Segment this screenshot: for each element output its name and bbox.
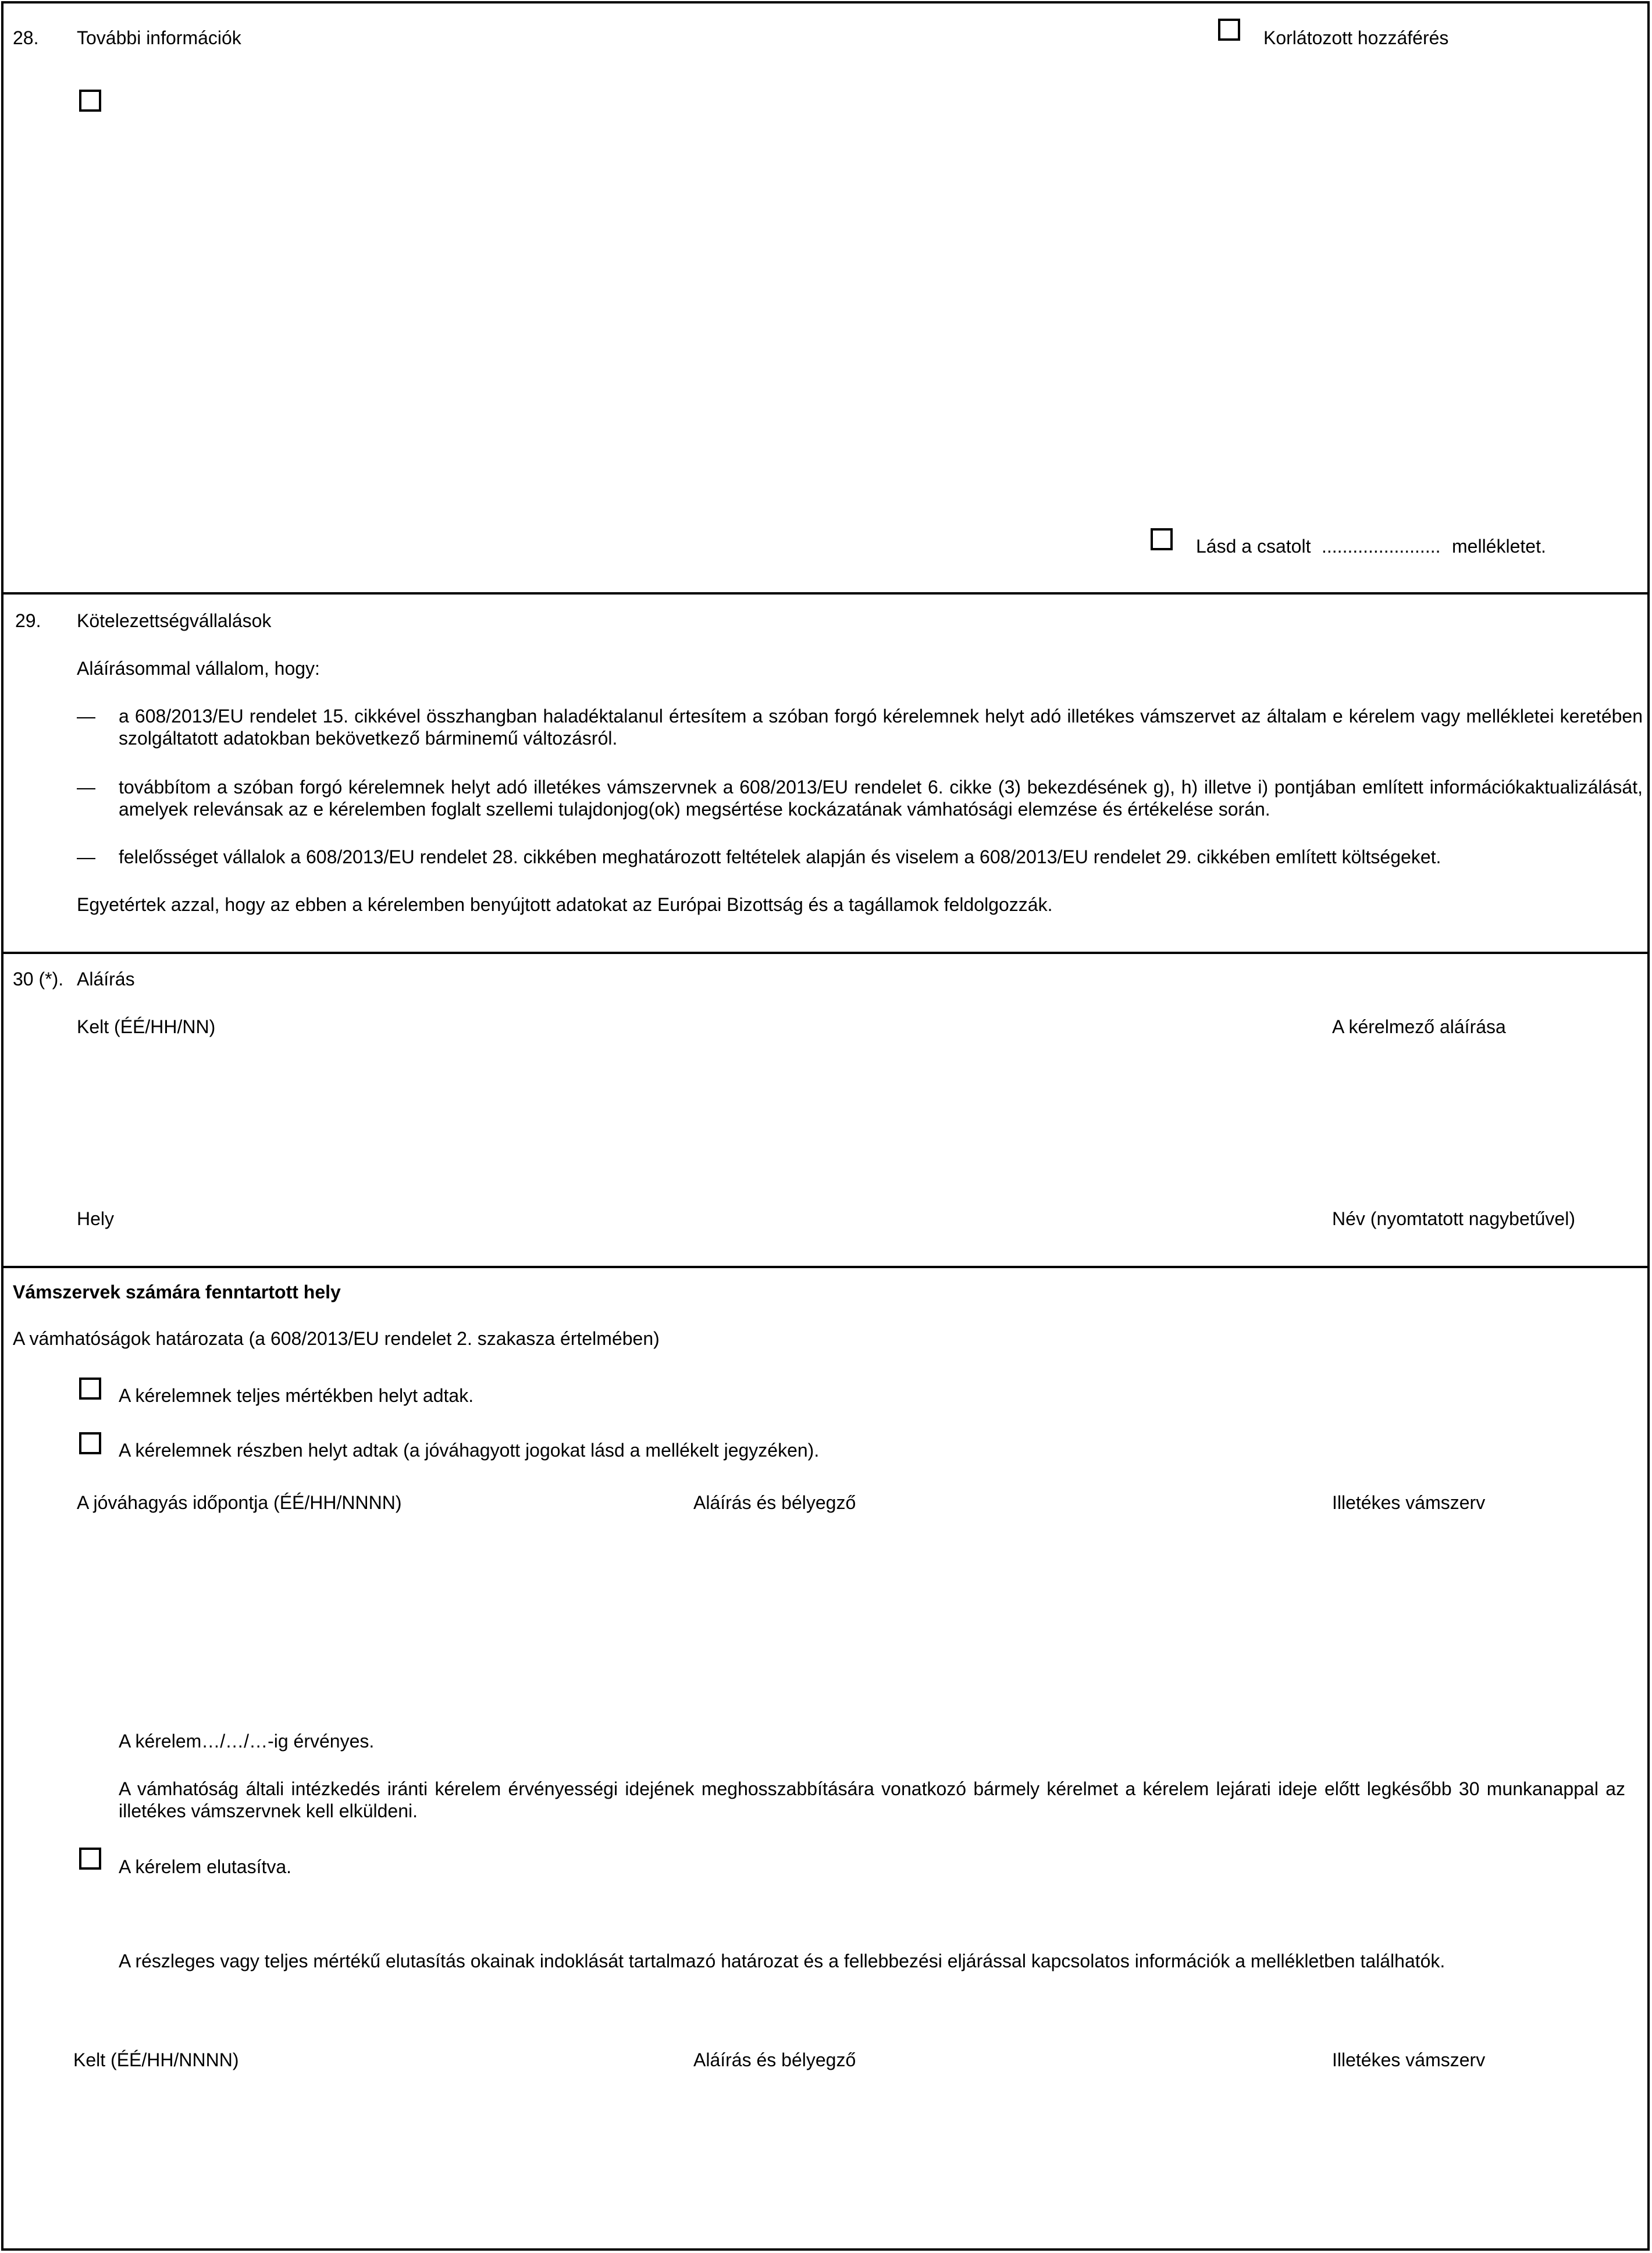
- further-info-checkbox[interactable]: [79, 90, 101, 112]
- section-30-number: 30 (*).: [13, 969, 64, 990]
- rejection-reasons-note: A részleges vagy teljes mértékű elutasítás okainak indoklását tartalmazó határozat és a fellebbezési eljárással kapcsolatos információk a mellékletben találhatók.: [119, 1951, 1446, 1971]
- customs-section-title: Vámszervek számára fenntartott hely: [13, 1282, 341, 1302]
- form-page: [1, 1, 1650, 2251]
- undertaking-item: a 608/2013/EU rendelet 15. cikkével összhangban haladéktalanul értesítem a szóban forgó kérelemnek helyt adó illetékes vámszervet az általam e kérelem vagy mellékletei keretében szolgáltatott adatokban bekövetkező bárminemű változásról.: [119, 706, 1643, 749]
- see-attached-label: Lásd a csatolt: [1196, 536, 1311, 557]
- date-label: Kelt (ÉÉ/HH/NN): [77, 1016, 216, 1037]
- rejected-label: A kérelem elutasítva.: [119, 1856, 292, 1877]
- section-30-title: Aláírás: [77, 969, 135, 990]
- granted-full-checkbox[interactable]: [79, 1378, 101, 1400]
- section-28-title: További információk: [77, 27, 241, 48]
- undertaking-item: továbbítom a szóban forgó kérelemnek helyt adó illetékes vámszervnek a 608/2013/EU rendelet 6. cikke (3) bekezdésének g), h) illetve i) pontjában említett információkaktualizálását, amelyek relevánsak az e kérelemben foglalt szellemi tulajdonjog(ok) megsértése kockázatának vámhatósági elemzése és értékelése során.: [119, 777, 1643, 820]
- signature-stamp-label-2: Aláírás és bélyegző: [693, 2049, 856, 2070]
- section-28: [3, 3, 1647, 595]
- date-label-2: Kelt (ÉÉ/HH/NNNN): [73, 2049, 239, 2070]
- bullet-dash: —: [77, 706, 95, 727]
- granted-full-label: A kérelemnek teljes mértékben helyt adtak.: [119, 1385, 474, 1406]
- restricted-access-checkbox[interactable]: [1218, 19, 1240, 41]
- printed-name-label: Név (nyomtatott nagybetűvel): [1332, 1208, 1575, 1229]
- granted-partial-checkbox[interactable]: [79, 1432, 101, 1454]
- customs-office-label: Illetékes vámszerv: [1332, 1492, 1486, 1513]
- rejected-checkbox[interactable]: [79, 1848, 101, 1870]
- bullet-dash: —: [77, 846, 95, 867]
- section-28-number: 28.: [13, 27, 39, 48]
- place-label: Hely: [77, 1208, 115, 1229]
- section-30: [3, 954, 1647, 1268]
- see-attached-checkbox[interactable]: [1151, 528, 1173, 550]
- customs-office-label-2: Illetékes vámszerv: [1332, 2049, 1486, 2070]
- annex-label: mellékletet.: [1452, 536, 1546, 557]
- restricted-access-label: Korlátozott hozzáférés: [1263, 27, 1449, 48]
- extension-note: A vámhatóság általi intézkedés iránti kérelem érvényességi idejének meghosszabbítására vonatkozó bármely kérelmet a kérelem lejárati ideje előtt legkésőbb 30 munkanappal az illetékes vámszervnek kell elküldeni.: [119, 1778, 1625, 1821]
- customs-reserved-section: [3, 1268, 1647, 2251]
- annex-count-blank[interactable]: .......................: [1322, 536, 1441, 557]
- valid-until-text: A kérelem…/…/…-ig érvényes.: [119, 1731, 375, 1752]
- section-29-title: Kötelezettségvállalások: [77, 610, 272, 631]
- section-29-number: 29.: [15, 610, 41, 631]
- granted-partial-label: A kérelemnek részben helyt adtak (a jóváhagyott jogokat lásd a mellékelt jegyzéken).: [119, 1440, 820, 1461]
- approval-date-label: A jóváhagyás időpontja (ÉÉ/HH/NNNN): [77, 1492, 402, 1513]
- signature-stamp-label: Aláírás és bélyegző: [693, 1492, 856, 1513]
- undertaking-item: felelősséget vállalok a 608/2013/EU rendelet 28. cikkében meghatározott feltételek alapján és viselem a 608/2013/EU rendelet 29. cikkében említett költségeket.: [119, 846, 1441, 867]
- bullet-dash: —: [77, 777, 95, 798]
- data-processing-consent: Egyetértek azzal, hogy az ebben a kérelemben benyújtott adatokat az Európai Bizottság és a tagállamok feldolgozzák.: [77, 894, 1053, 915]
- customs-decision-heading: A vámhatóságok határozata (a 608/2013/EU rendelet 2. szakasza értelmében): [13, 1328, 660, 1349]
- section-29: [3, 595, 1647, 954]
- applicant-signature-label: A kérelmező aláírása: [1332, 1016, 1506, 1037]
- undertakings-intro: Aláírásommal vállalom, hogy:: [77, 658, 320, 679]
